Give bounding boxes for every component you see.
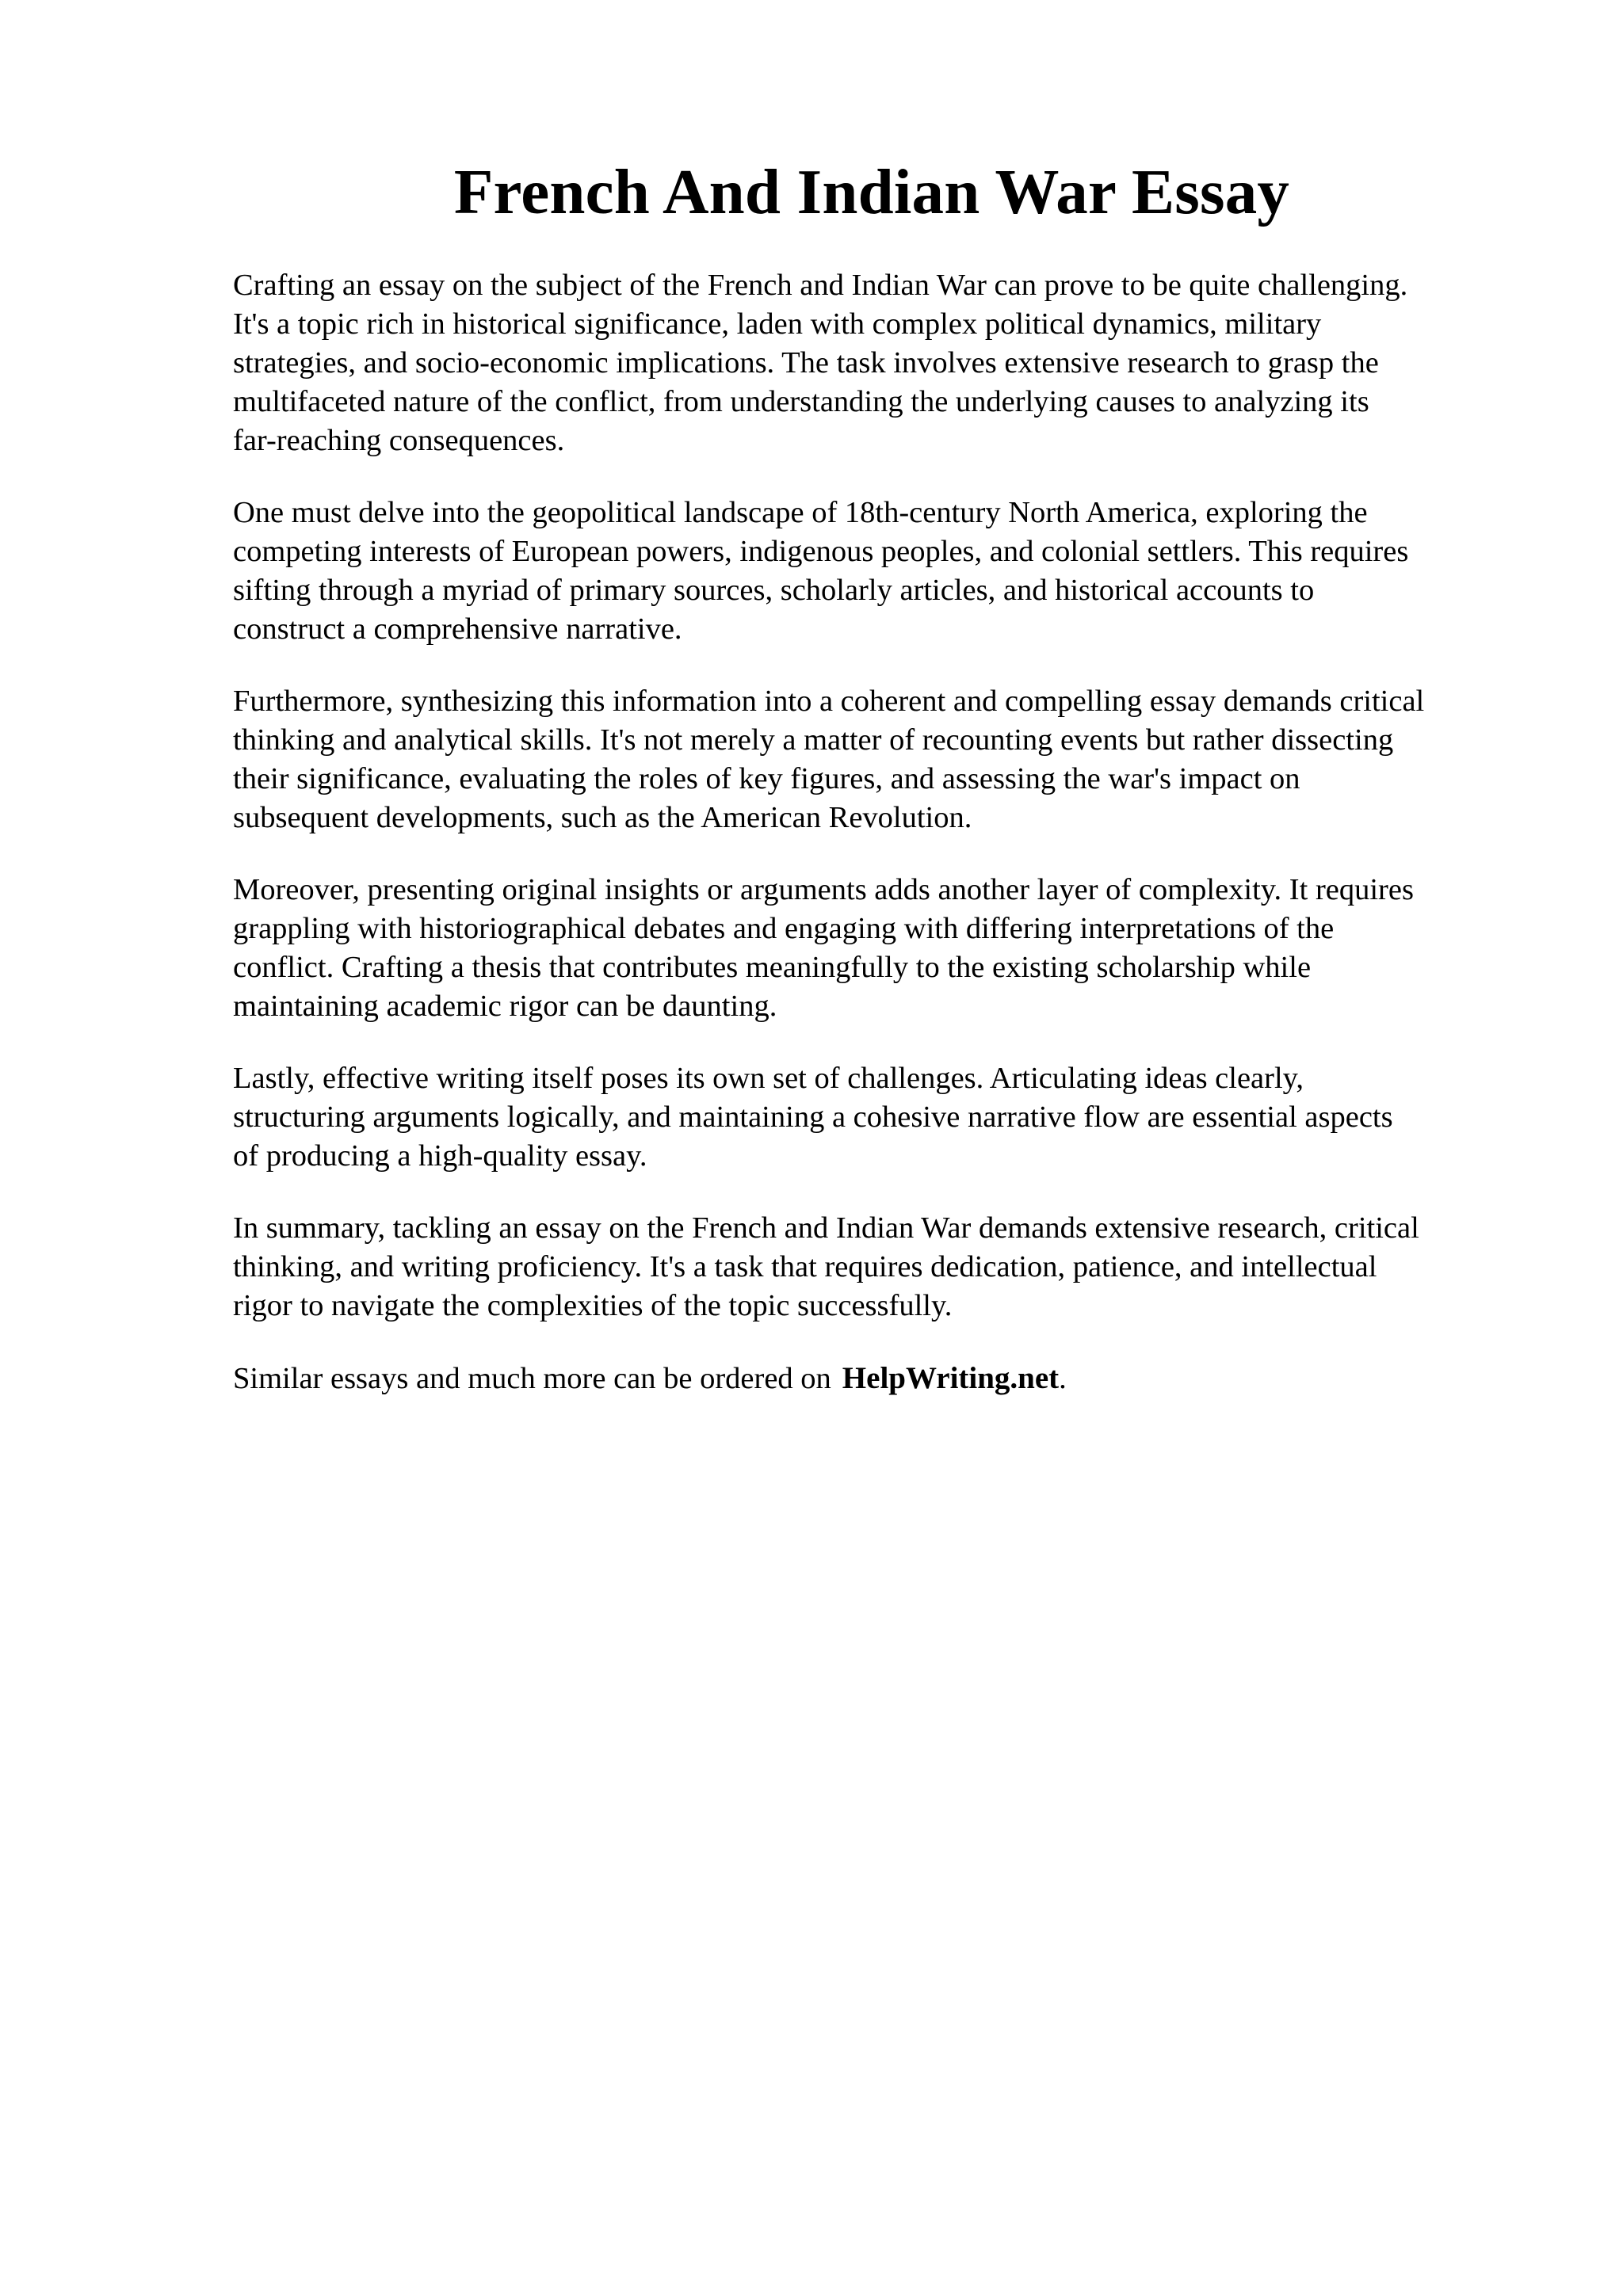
paragraph-line: their significance, evaluating the roles of key figures, and assessing the war's impact on	[233, 762, 1300, 795]
paragraph-line: far-reaching consequences.	[233, 424, 565, 457]
paragraph-line: competing interests of European powers, indigenous peoples, and colonial settlers. This requires	[233, 535, 1409, 568]
paragraph-line: grappling with historiographical debates and engaging with differing interpretations of the	[233, 912, 1335, 945]
promo-text: Similar essays and much more can be ordered on	[233, 1362, 831, 1395]
paragraph-line: strategies, and socio-economic implications. The task involves extensive research to grasp the	[233, 346, 1379, 379]
paragraph-line: Crafting an essay on the subject of the French and Indian War can prove to be quite challenging.	[233, 269, 1408, 302]
paragraph-line: thinking, and writing proficiency. It's a task that requires dedication, patience, and intellectual	[233, 1250, 1377, 1283]
paragraph-line: of producing a high-quality essay.	[233, 1139, 647, 1173]
paragraph-line: One must delve into the geopolitical landscape of 18th-century North America, exploring the	[233, 496, 1368, 529]
paragraph-line: maintaining academic rigor can be daunting.	[233, 990, 777, 1023]
promo-line	[233, 1359, 1525, 1398]
paragraph-line: conflict. Crafting a thesis that contributes meaningfully to the existing scholarship while	[233, 951, 1312, 984]
paragraph-5	[233, 1059, 1525, 1176]
promo-period: .	[1059, 1362, 1067, 1395]
paragraph-line: Moreover, presenting original insights or arguments adds another layer of complexity. It requires	[233, 873, 1414, 906]
paragraph-line: subsequent developments, such as the American Revolution.	[233, 801, 972, 834]
paragraph-line: Furthermore, synthesizing this information into a coherent and compelling essay demands critical	[233, 685, 1425, 718]
essay-body	[233, 266, 1525, 1398]
paragraph-1	[233, 266, 1525, 460]
paragraph-2	[233, 494, 1525, 649]
paragraph-line: thinking and analytical skills. It's not merely a matter of recounting events but rather dissecting	[233, 723, 1394, 757]
paragraph-line: sifting through a myriad of primary sources, scholarly articles, and historical accounts to	[233, 574, 1315, 607]
paragraph-6	[233, 1209, 1525, 1325]
paragraph-line: structuring arguments logically, and maintaining a cohesive narrative flow are essential aspects	[233, 1100, 1393, 1134]
essay-title: French And Indian War Essay	[453, 156, 1290, 227]
paragraph-line: In summary, tackling an essay on the French and Indian War demands extensive research, critical	[233, 1211, 1419, 1245]
brand-link[interactable]: HelpWriting.net	[842, 1361, 1060, 1395]
paragraph-line: construct a comprehensive narrative.	[233, 612, 682, 646]
paragraph-line: rigor to navigate the complexities of the topic successfully.	[233, 1289, 953, 1322]
paragraph-line: Lastly, effective writing itself poses its own set of challenges. Articulating ideas clearly,	[233, 1062, 1304, 1095]
paragraph-line: It's a topic rich in historical significance, laden with complex political dynamics, military	[233, 307, 1322, 341]
paragraph-4	[233, 871, 1525, 1026]
paragraph-3	[233, 682, 1525, 837]
paragraph-line: multifaceted nature of the conflict, from understanding the underlying causes to analyzing its	[233, 385, 1369, 418]
